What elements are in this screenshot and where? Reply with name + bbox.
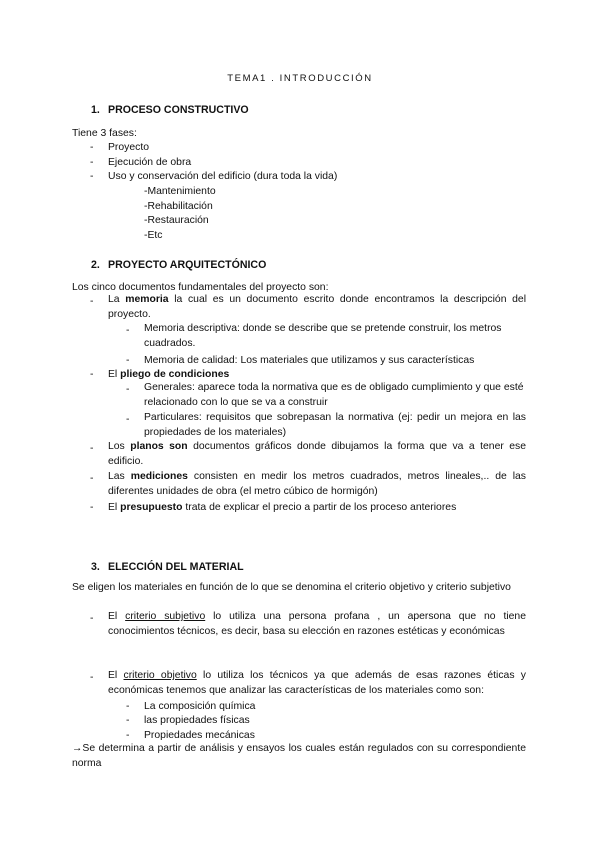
bullet-dash: - — [90, 157, 94, 168]
memoria-calidad: Memoria de calidad: Los materiales que utilizamos y sus características — [144, 355, 475, 366]
property-subitem: Propiedades mecánicas — [144, 730, 255, 741]
pliego-particulares: Particulares: requisitos que sobrepasan la normativa (ej: pedir un mejora en las propiedades de los materiales) — [144, 412, 526, 438]
mediciones-term: mediciones — [130, 471, 188, 482]
planos-item: Los planos son documentos gráficos donde dibujamos la forma que va a tener ese edificio. — [108, 441, 527, 467]
section-1-title: PROCESO CONSTRUCTIVO — [108, 104, 249, 116]
criterio-objetivo-item: El criterio objetivo lo utiliza los técnicos ya que además de esas razones éticas y económicas tenemos que analizar las características de los materiales como son: — [108, 670, 526, 696]
bullet-dash: - — [90, 369, 94, 380]
bullet-dash: - — [90, 142, 94, 153]
bullet-dash: - — [90, 672, 94, 683]
section-2-heading — [91, 259, 266, 271]
section-1-heading — [91, 104, 249, 116]
criterio-subjetivo-item: El criterio subjetivo lo utiliza una persona profana , un apersona que no tiene conocimientos técnicos, es decir, basa su elección en razones estéticas y económicas — [108, 611, 526, 637]
bullet-dash: - — [126, 384, 130, 395]
section-2-number: 2. — [91, 259, 100, 271]
section-3-conclusion: →Se determina a partir de análisis y ensayos los cuales están regulados con su correspondiente norma — [72, 743, 526, 769]
phase-item: Proyecto — [108, 142, 150, 153]
memoria-descriptiva: Memoria descriptiva: donde se describe que se pretende construir, los metros cuadrados. — [144, 323, 502, 349]
bullet-dash: - — [90, 171, 94, 182]
bullet-dash: - — [126, 325, 130, 336]
bullet-dash: - — [126, 414, 130, 425]
section-2-intro: Los cinco documentos fundamentales del proyecto son: — [72, 282, 329, 293]
property-subitem: las propiedades físicas — [144, 715, 250, 726]
section-1-number: 1. — [91, 104, 100, 116]
criterio-subjetivo-term: criterio subjetivo — [125, 611, 206, 622]
bullet-dash: - — [126, 701, 130, 712]
bullet-dash: - — [90, 473, 94, 484]
page-title: TEMA1 . INTRODUCCIÓN — [227, 73, 373, 84]
maintenance-subitem: -Etc — [144, 230, 163, 241]
pliego-item: El pliego de condiciones — [108, 369, 230, 380]
maintenance-subitem: -Restauración — [144, 215, 209, 226]
phase-item: Ejecución de obra — [108, 157, 192, 168]
bullet-dash: - — [126, 715, 130, 726]
bullet-dash: - — [90, 443, 94, 454]
section-1-intro: Tiene 3 fases: — [72, 128, 137, 139]
bullet-dash: - — [90, 502, 94, 513]
mediciones-item: Las mediciones consisten en medir los metros cuadrados, metros lineales,.. de las diferentes unidades de obra (el metro cúbico de hormigón) — [108, 471, 527, 497]
criterio-objetivo-term: criterio objetivo — [123, 670, 197, 681]
section-2-title: PROYECTO ARQUITECTÓNICO — [108, 259, 267, 271]
memoria-term: memoria — [125, 294, 169, 305]
section-3-number: 3. — [91, 561, 100, 573]
section-3-title: ELECCIÓN DEL MATERIAL — [108, 561, 244, 573]
pliego-generales: Generales: aparece toda la normativa que es de obligado cumplimiento y que esté relacionado con lo que se va a construir — [144, 382, 524, 408]
maintenance-subitem: -Rehabilitación — [144, 201, 213, 212]
property-subitem: La composición química — [144, 701, 256, 712]
presupuesto-term: presupuesto — [120, 502, 183, 513]
section-3-intro: Se eligen los materiales en función de lo que se denomina el criterio objetivo y criterio subjetivo — [72, 582, 511, 593]
phase-item: Uso y conservación del edificio (dura toda la vida) — [108, 171, 338, 182]
bullet-dash: - — [126, 730, 130, 741]
presupuesto-item: El presupuesto trata de explicar el precio a partir de los proceso anteriores — [108, 502, 457, 513]
maintenance-subitem: -Mantenimiento — [144, 186, 216, 197]
memoria-item: La memoria la cual es un documento escrito donde encontramos la descripción del proyecto. — [108, 294, 527, 320]
planos-term: planos son — [130, 441, 188, 452]
section-3-heading — [91, 561, 244, 573]
bullet-dash: - — [90, 296, 94, 307]
bullet-dash: - — [126, 355, 130, 366]
bullet-dash: - — [90, 613, 94, 624]
pliego-term: pliego de condiciones — [120, 369, 230, 380]
